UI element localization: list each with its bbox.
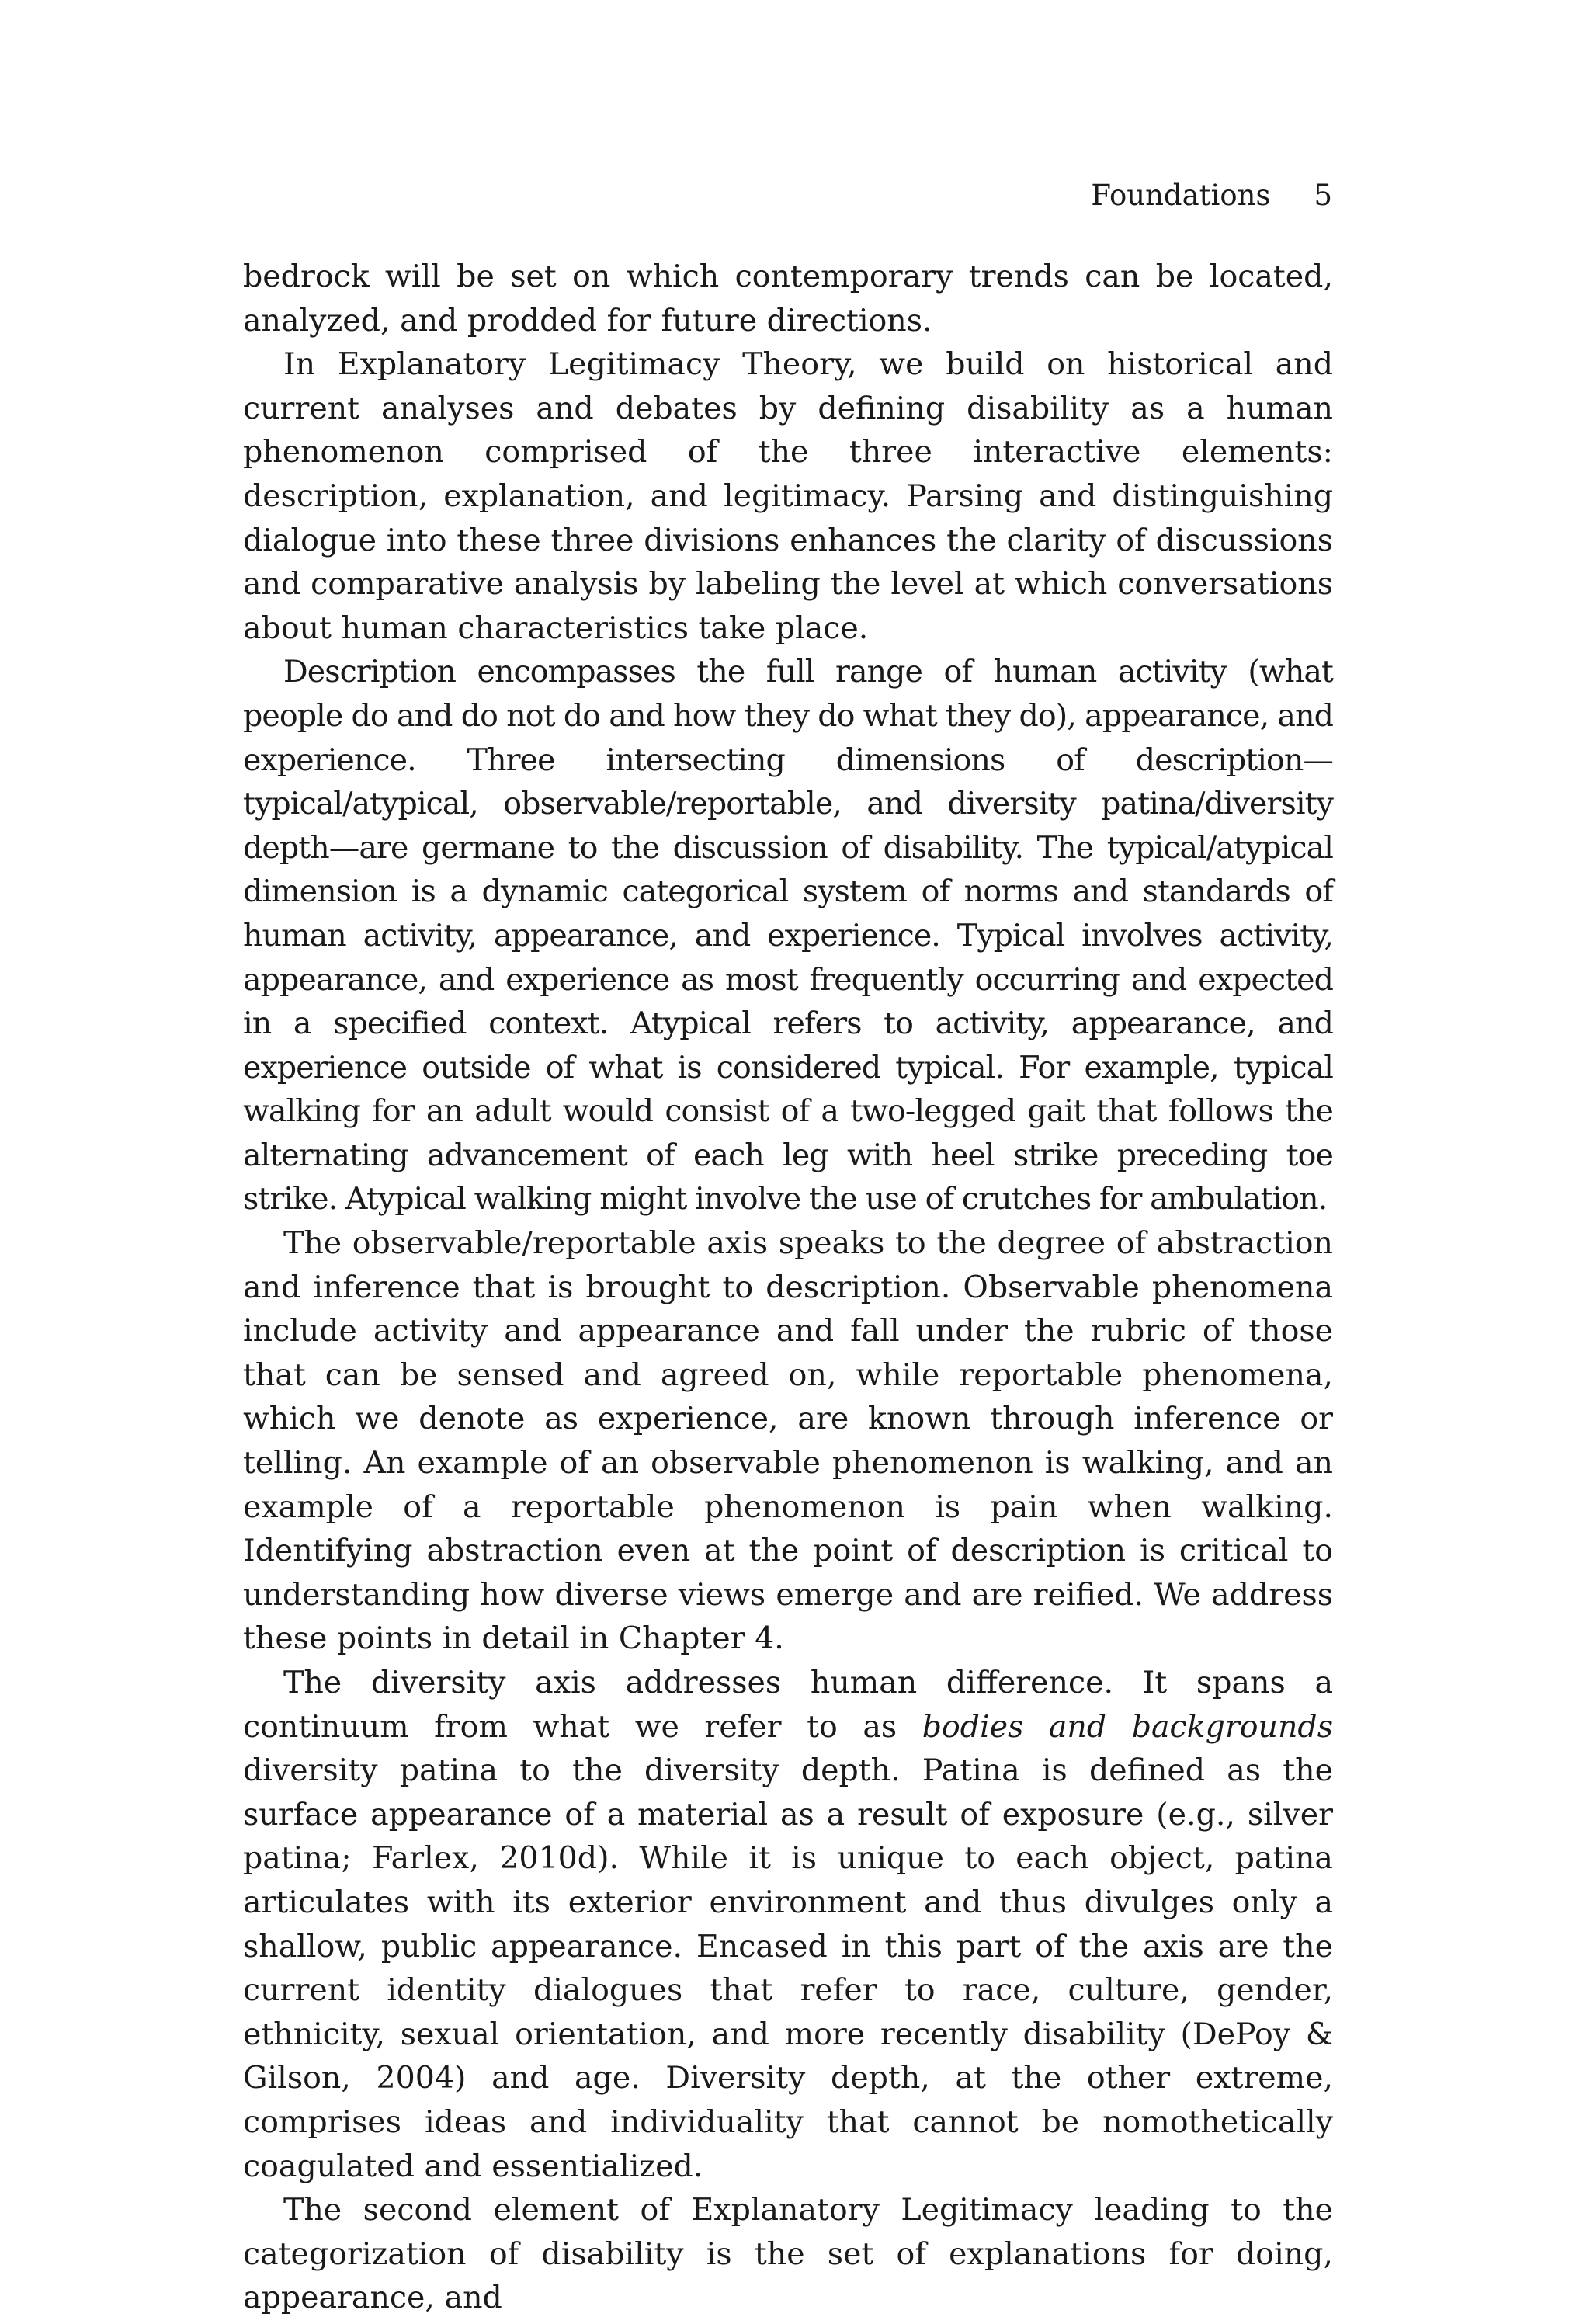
diversity-text-after: diversity patina to the diversity depth. Patina is defined as the surface appearance of a material as a result of exposure (e.g., silver patina; Farlex, 2010d). While it is unique to each object, patina articulates with its exterior environment and thus divulges only a shallow, public appearance. Encased in this part of the axis are the current identity dialogues that refer to race, culture, gender, ethnicity, sexual orientation, and more recently disability (DePoy & Gilson, 2004) and age. Diversity depth, at the other extreme, comprises ideas and individuality that cannot be nomothetically coagulated and essentialized.	[243, 1753, 1333, 2184]
diversity-text-before: The diversity axis addresses human difference. It spans a continuum from what we refer to as	[243, 1665, 1333, 1745]
paragraph-diversity-axis	[243, 1661, 1333, 2188]
body-text	[243, 255, 1333, 2320]
paragraph-observable-reportable: The observable/reportable axis speaks to the degree of abstraction and inference that is brought to description. Observable phenomena include activity and appearance and fall under the rubric of those that can be sensed and agreed on, while reportable phenomena, which we denote as experience, are known through inference or telling. An example of an observable phenomenon is walking, and an example of a reportable phenomenon is pain when walking. Identifying abstraction even at the point of description is critical to understanding how diverse views emerge and are reified. We address these points in detail in Chapter 4.	[243, 1225, 1333, 1657]
running-head	[1091, 179, 1332, 213]
running-head-title: Foundations	[1091, 179, 1271, 212]
diversity-italic-phrase: bodies and backgrounds	[922, 1708, 1333, 1745]
paragraph-second-element: The second element of Explanatory Legitimacy leading to the categorization of disability is the set of explanations for doing, appearance, and	[243, 2192, 1333, 2316]
paragraph-explanatory-legitimacy: In Explanatory Legitimacy Theory, we build on historical and current analyses and debates by defining disability as a human phenomenon comprised of the three interactive elements: description, explanation, and legitimacy. Parsing and distinguishing dialogue into these three divisions enhances the clarity of discussions and comparative analysis by labeling the level at which conversations about human characteristics take place.	[243, 346, 1333, 646]
paragraph-description: Description encompasses the full range of human activity (what people do and do not do and how they do what they do), appearance, and experience. Three intersecting dimensions of description—typical/atypical, observable/reportable, and diversity patina/diversity depth—are germane to the discussion of disability. The typical/atypical dimension is a dynamic categorical system of norms and standards of human activity, appearance, and experience. Typical involves activity, appearance, and experience as most frequently occurring and expected in a specified context. Atypical refers to activity, appearance, and experience outside of what is considered typical. For example, typical walking for an adult would consist of a two-legged gait that follows the alternating advancement of each leg with heel strike preceding toe strike. Atypical walking might involve the use of crutches for ambulation.	[243, 654, 1333, 1218]
paragraph-continuation: bedrock will be set on which contemporary trends can be located, analyzed, and prodded for future directions.	[243, 259, 1333, 339]
page-number: 5	[1314, 179, 1332, 212]
